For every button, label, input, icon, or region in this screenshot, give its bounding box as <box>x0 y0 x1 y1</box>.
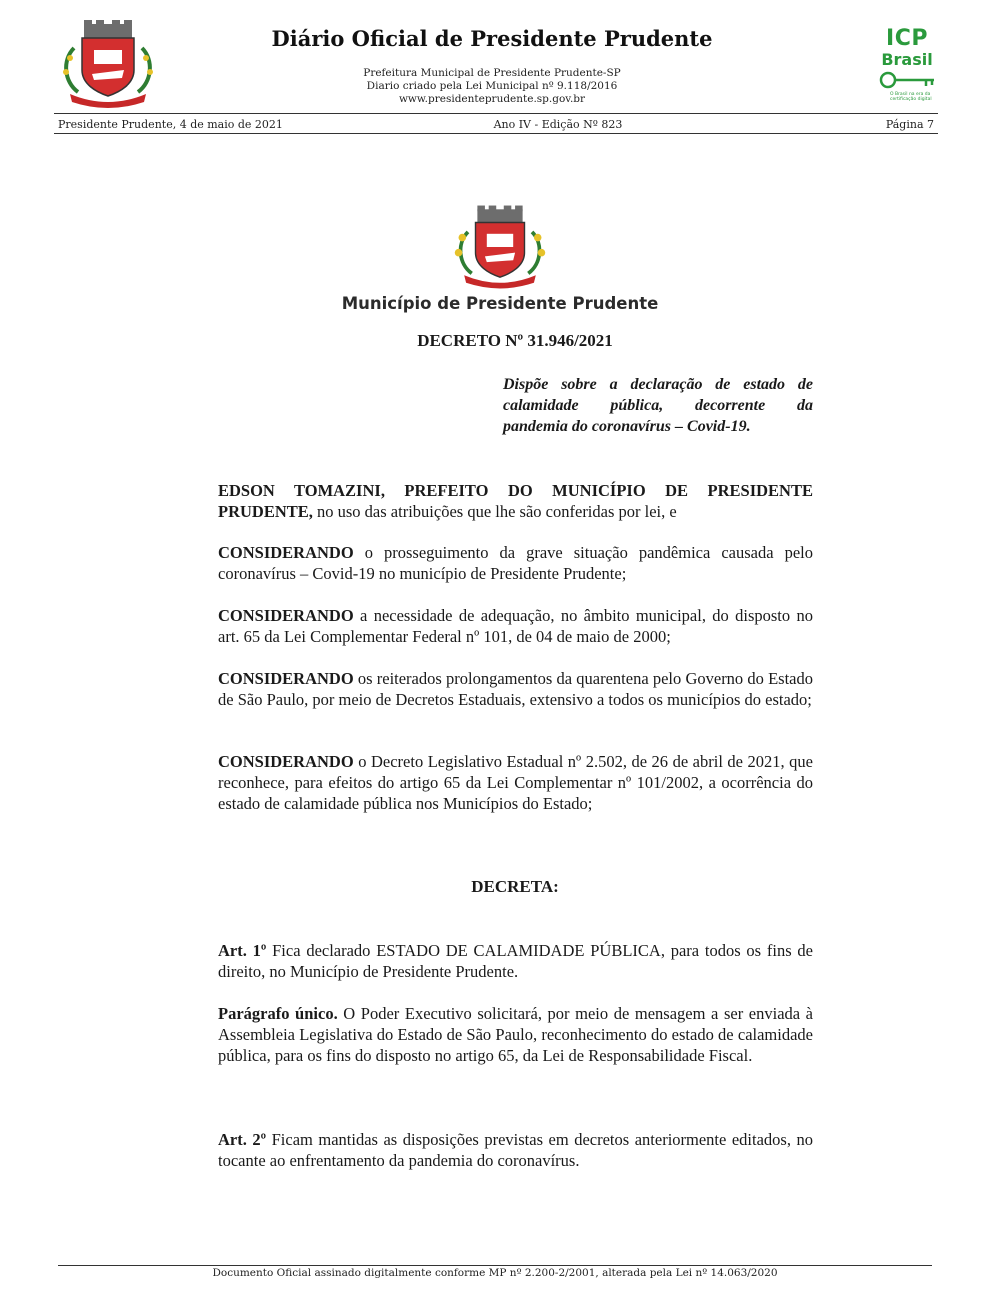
paragrafo-label: Parágrafo único. <box>218 1004 338 1023</box>
considerando-paragraph <box>218 751 813 814</box>
icp-tagline: O Brasil na era da certificação digital <box>890 92 932 102</box>
icp-brasil-logo-icon <box>876 26 938 106</box>
considerando-text: o Decreto Legislativo Estadual nº 2.502, de 26 de abril de 2021, que reconhece, para efeitos do artigo 65 da Lei Complementar nº 101/2002, a ocorrência do estado de calamidade pública nos Municípios do Estado; <box>218 752 813 813</box>
municipality-name: Município de Presidente Prudente <box>341 294 659 313</box>
municipal-coat-of-arms-icon <box>451 203 549 291</box>
considerando-label: CONSIDERANDO <box>218 606 354 625</box>
considerando-paragraph <box>218 668 813 710</box>
considerando-label: CONSIDERANDO <box>218 543 354 562</box>
footer-divider <box>58 1265 932 1266</box>
considerando-paragraph <box>218 542 813 584</box>
considerando-text: o prosseguimento da grave situação pandêmica causada pelo coronavírus – Covid-19 no município de Presidente Prudente; <box>218 543 813 583</box>
summary-line: Dispõe sobre a declaração de estado de <box>503 376 813 393</box>
decreta-heading: DECRETA: <box>471 877 559 896</box>
signature-footer: Documento Oficial assinado digitalmente conforme MP nº 2.200-2/2001, alterada pela Lei nº 14.063/2020 <box>212 1267 778 1279</box>
meta-divider <box>54 133 938 134</box>
icp-logo-line-1: ICP <box>886 26 928 51</box>
paragrafo-text: O Poder Executivo solicitará, por meio de mensagem a ser enviada à Assembleia Legislativa do Estado de São Paulo, reconhecimento do estado de calamidade pública, para os fins do disposto no artigo 65, da Lei de Responsabilidade Fiscal. <box>218 1004 813 1065</box>
journal-title: Diário Oficial de Presidente Prudente <box>271 26 713 51</box>
journal-law-reference: Diario criado pela Lei Municipal nº 9.118/2016 <box>366 80 618 92</box>
decree-summary <box>503 374 813 437</box>
page-number: Página 7 <box>885 118 934 131</box>
paragrafo-unico <box>218 1003 813 1066</box>
journal-subtitle: Prefeitura Municipal de Presidente Prudente-SP <box>363 67 621 79</box>
considerando-text: os reiterados prolongamentos da quarentena pelo Governo do Estado de São Paulo, por meio de Decretos Estaduais, extensivo a todos os municípios do estado; <box>218 669 813 709</box>
journal-website: www.presidenteprudente.sp.gov.br <box>398 93 586 105</box>
article-label: Art. 1º <box>218 941 267 960</box>
article-label: Art. 2º <box>218 1130 267 1149</box>
article-1 <box>218 940 813 982</box>
key-icon <box>878 70 938 90</box>
summary-line: calamidade pública, decorrente da <box>503 397 813 414</box>
header-divider <box>54 113 938 114</box>
considerando-label: CONSIDERANDO <box>218 669 354 688</box>
publication-date: Presidente Prudente, 4 de maio de 2021 <box>58 118 283 131</box>
article-text: Ficam mantidas as disposições previstas em decretos anteriormente editados, no tocante ao enfrentamento da pandemia do coronavírus. <box>218 1130 813 1170</box>
considerando-text: a necessidade de adequação, no âmbito municipal, do disposto no art. 65 da Lei Complementar Federal nº 101, de 04 de maio de 2000; <box>218 606 813 646</box>
icp-logo-line-2: Brasil <box>881 50 933 69</box>
mayor-name: EDSON TOMAZINI, PREFEITO DO MUNICÍPIO DE PRESIDENTE PRUDENTE, <box>218 481 813 521</box>
article-text: Fica declarado ESTADO DE CALAMIDADE PÚBLICA, para todos os fins de direito, no Município de Presidente Prudente. <box>218 941 813 981</box>
considerando-paragraph <box>218 605 813 647</box>
edition-number: Ano IV - Edição Nº 823 <box>493 118 623 131</box>
considerando-label: CONSIDERANDO <box>218 752 354 771</box>
preamble-paragraph <box>218 480 813 522</box>
preamble-text: no uso das atribuições que lhe são conferidas por lei, e <box>312 502 677 521</box>
article-2 <box>218 1129 813 1171</box>
decree-title: DECRETO Nº 31.946/2021 <box>417 331 613 350</box>
summary-line: pandemia do coronavírus – Covid-19. <box>503 418 751 435</box>
